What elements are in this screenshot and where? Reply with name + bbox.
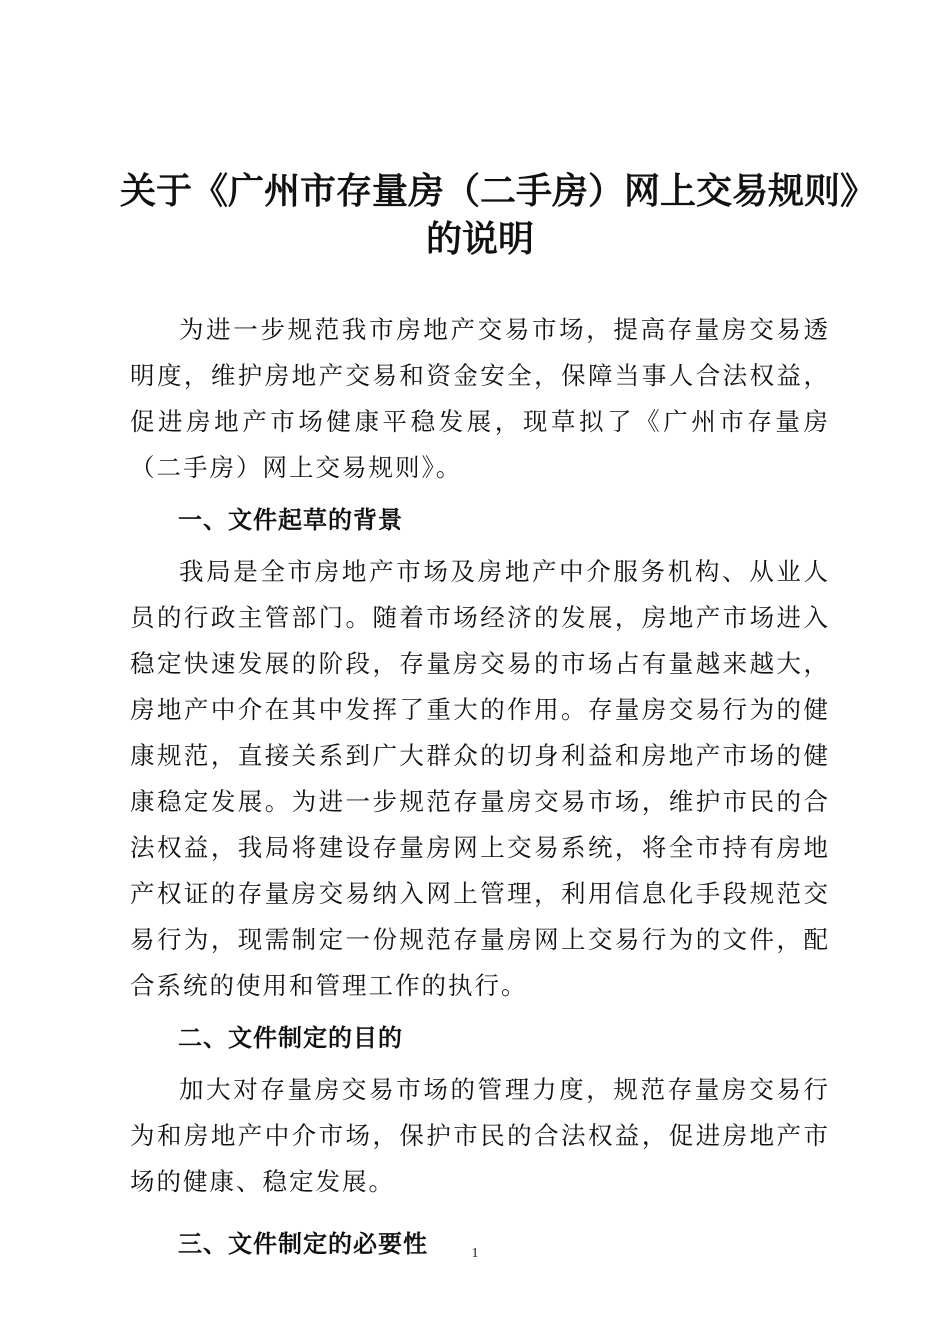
section2-heading: 二、文件制定的目的: [178, 1024, 403, 1052]
document-title-line2: 的说明: [425, 219, 534, 260]
document-title-line1: 关于《广州市存量房（二手房）网上交易规则》: [120, 171, 877, 212]
section-spacer: [130, 1211, 830, 1221]
page-number: 1: [471, 1246, 479, 1261]
section2-paragraph: 加大对存量房交易市场的管理力度，规范存量房交易行为和房地产中介市场，保护市民的合法权益，促进房地产市场的健康、稳定发展。: [130, 1075, 830, 1196]
section1-heading: 一、文件起草的背景: [178, 506, 403, 534]
section3-heading: 三、文件制定的必要性: [178, 1230, 428, 1258]
document-body: [130, 307, 830, 1273]
section1-paragraph: 我局是全市房地产市场及房地产中介服务机构、从业人员的行政主管部门。随着市场经济的发展，房地产市场进入稳定快速发展的阶段，存量房交易的市场占有量越来越大，房地产中介在其中发挥了重大的作用。存量房交易行为的健康规范，直接关系到广大群众的切身利益和房地产市场的健康稳定发展。为进一步规范存量房交易市场，维护市民的合法权益，我局将建设存量房网上交易系统，将全市持有房地产权证的存量房交易纳入网上管理，利用信息化手段规范交易行为，现需制定一份规范存量房网上交易行为的文件，配合系统的使用和管理工作的执行。: [130, 557, 830, 1000]
intro-paragraph: 为进一步规范我市房地产交易市场，提高存量房交易透明度，维护房地产交易和资金安全，保障当事人合法权益，促进房地产市场健康平稳发展，现草拟了《广州市存量房（二手房）网上交易规则》。: [130, 315, 830, 482]
